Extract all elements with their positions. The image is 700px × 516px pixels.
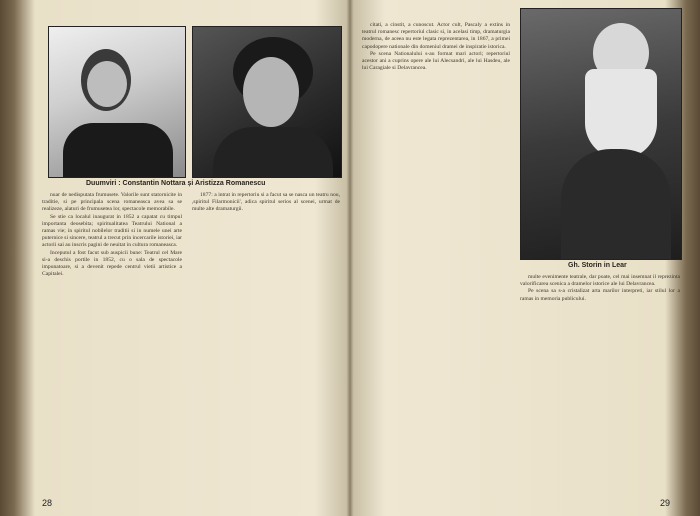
photo-romanescu <box>192 26 342 178</box>
left-page <box>42 18 342 508</box>
left-column-2 <box>192 192 340 492</box>
left-page-number: 28 <box>42 498 53 508</box>
left-col2-para-1: 1877: a intrat in repertoriu si a facut sa se nasca un teatru nou, ,spiritul Filarmonicii', adica spiritul serios al scenei, urmat de multe alte dramaturgii. <box>192 192 340 213</box>
left-col1-para-2: Se stie ca localul inaugurat in 1852 a capatat cu timpul importanta deosebita; spiritualitatea Teatrului National a ramas vie; in spiritul nobilelor traditii si in numele unei arte puternice si sincere, teatrul a trecut prin incercarile istoriei, iar actorii sai au inscris pagini de neuitat in cultura romaneasca. <box>42 213 182 249</box>
right-caption: Gh. Storin in Lear <box>568 262 627 269</box>
right-column-2 <box>520 274 680 492</box>
right-col1-para-2: Pe scena Nationalului s-au format mari actori; repertoriul acestor ani a cuprins opere ale lui Alecsandri, ale lui Hasdeu, ale lui Caragiale si Delavrancea. <box>362 50 510 72</box>
left-col1-para-1: nuar de nedisputata frumusete. Valorile sunt statornicite in traditie, si pe principala scena romaneasca avea sa se realizeze, alaturi de frumusetea lor, spectacole memorabile. <box>42 192 182 213</box>
right-column-1 <box>362 22 510 492</box>
left-col1-para-3: Inceputul a fost facut sub auspicii bune: Teatrul cel Mare si-a deschis portile in 1852, cu o sala de spectacole impunatoare, si a devenit repede centrul vietii artistice a Capitalei. <box>42 249 182 278</box>
right-col1-para-1: citati, a cinstit, a cunoscut. Actor cult, Pascaly a extins in teatrul romanesc repertoriul clasic si, in acelasi timp, dramaturgia moderna, de aceea nu este legata reprezentarea, in 1867, a primei capodopere nationale din domeniul dramei de inspiratie istorica. <box>362 22 510 50</box>
right-col2-para-1: multe evenimente teatrale, dar poate, cel mai insemnat il reprezinta valorificarea scenica a dramelor istorice ale lui Delavrancea. <box>520 274 680 288</box>
left-caption: Duumviri : Constantin Nottara și Aristizza Romanescu <box>86 180 266 187</box>
right-page <box>362 18 680 508</box>
right-col2-para-2: Pe scena sa s-a cristalizat arta marilor interpreti, iar stilul lor a ramas in memoria publicului. <box>520 288 680 302</box>
photo-nottara <box>48 26 186 178</box>
left-column-1 <box>42 192 182 492</box>
right-page-number: 29 <box>660 498 671 508</box>
photo-storin-lear <box>520 8 682 260</box>
